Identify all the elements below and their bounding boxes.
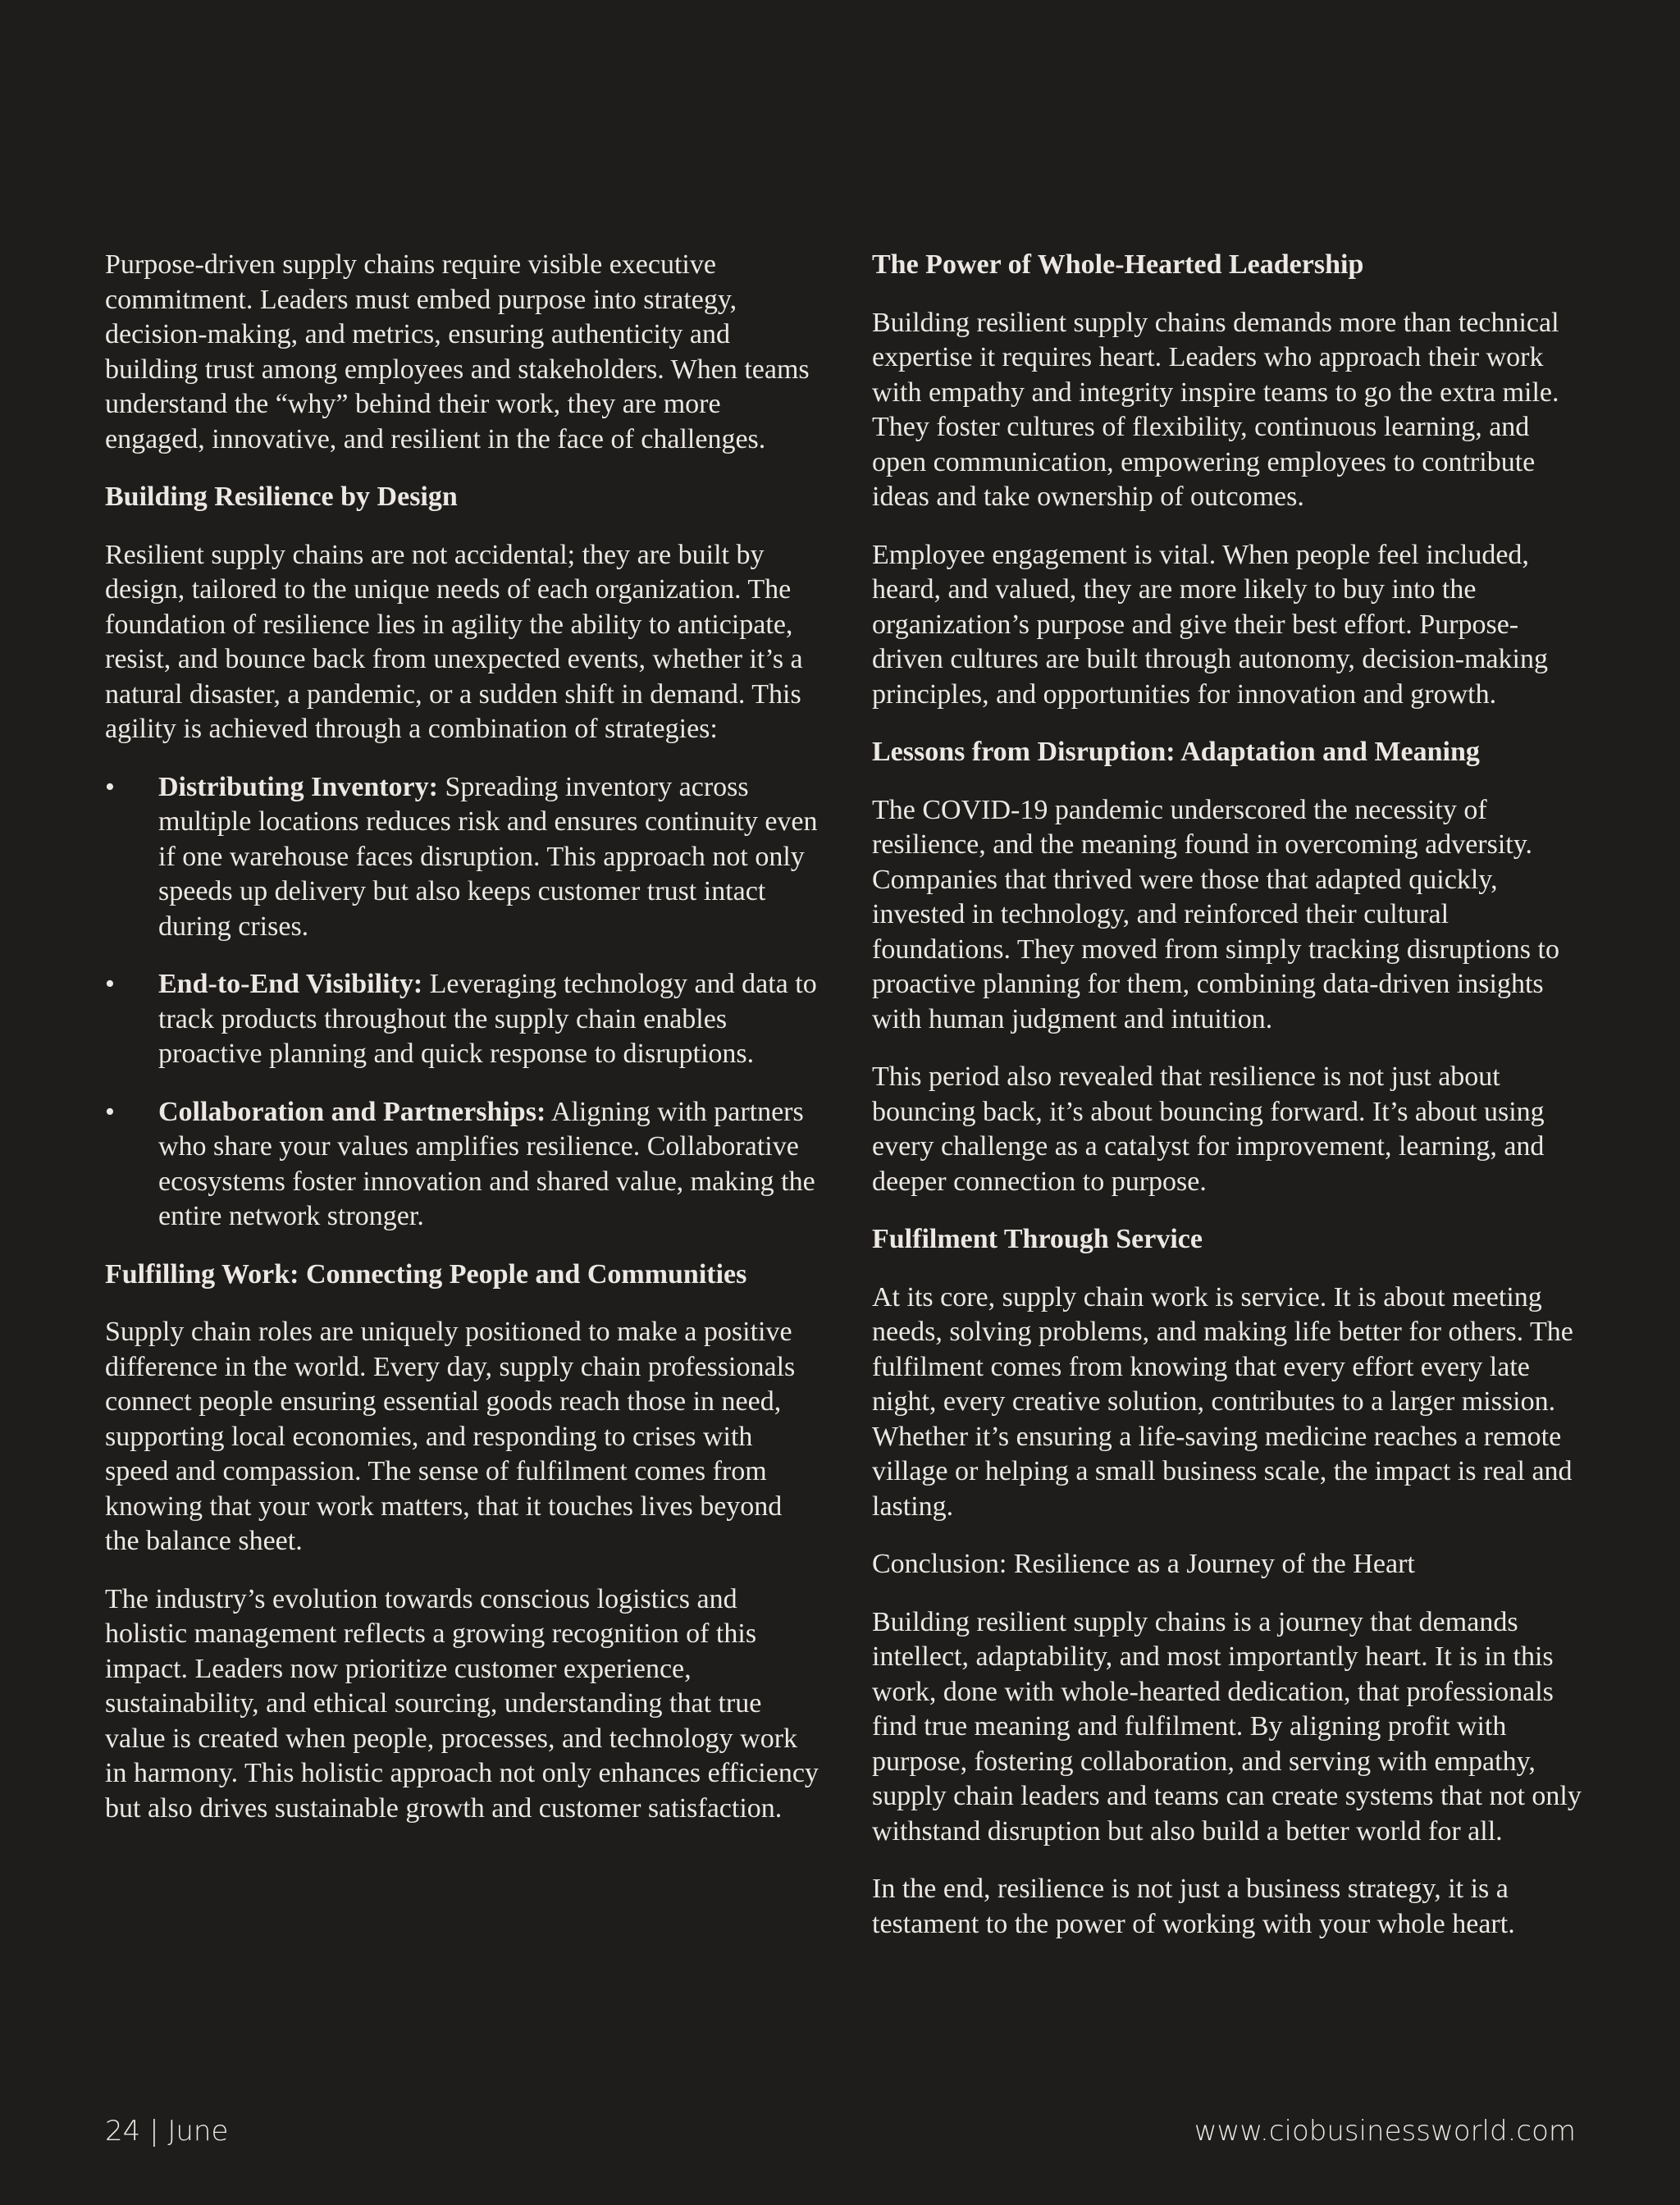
lessons-paragraph-2: This period also revealed that resilience is not just about bouncing back, it’s about bouncing forward. It’s about using every challenge as a catalyst for improvement, learning, and deeper connection to purpose.: [872, 1061, 1545, 1197]
conclusion-paragraph-2: In the end, resilience is not just a business strategy, it is a testament to the power of working with your whole heart.: [872, 1874, 1515, 1939]
leadership-paragraph-1: Building resilient supply chains demands more than technical expertise it requires heart. Leaders who approach their work with empathy and integrity inspire teams to go the extra mile. They foster cultures of flexibility, continuous learning, and open communication, empowering employees to contribute ideas and take ownership of outcomes.: [872, 307, 1559, 512]
list-item-text: Leveraging technology and data to track products throughout the supply chain enables proactive planning and quick response to disruptions.: [158, 969, 817, 1069]
heading-fulfilment-through-service: Fulfilment Through Service: [872, 1224, 1203, 1254]
strategy-list: [105, 770, 819, 1235]
website-url: www.ciobusinessworld.com: [1194, 2115, 1576, 2148]
page-number: 24 | June: [105, 2115, 229, 2148]
resilience-paragraph: Resilient supply chains are not accidental; they are built by design, tailored to the unique needs of each organization. The foundation of resilience lies in agility the ability to anticipate, resist, and bounce back from unexpected events, whether it’s a natural disaster, a pandemic, or a sudden shift in demand. This agility is achieved through a combination of strategies:: [105, 539, 803, 744]
bullet-icon: •: [105, 969, 115, 999]
list-item-text: Aligning with partners who share your values amplifies resilience. Collaborative ecosystems foster innovation and shared value, making the entire network stronger.: [158, 1096, 815, 1231]
bullet-icon: •: [105, 1096, 115, 1127]
list-item: [105, 1095, 819, 1235]
heading-conclusion: Conclusion: Resilience as a Journey of the Heart: [872, 1549, 1415, 1579]
fulfilling-paragraph-2: The industry’s evolution towards conscious logistics and holistic management reflects a growing recognition of this impact. Leaders now prioritize customer experience, sustainability, and ethical sourcing, understanding that true value is created when people, processes, and technology work in harmony. This holistic approach not only enhances efficiency but also drives sustainable growth and customer satisfaction.: [105, 1583, 819, 1824]
list-item-title: Collaboration and Partnerships:: [158, 1096, 546, 1127]
list-item: [105, 967, 819, 1072]
leadership-paragraph-2: Employee engagement is vital. When people feel included, heard, and valued, they are more likely to buy into the organization’s purpose and give their best effort. Purpose-driven cultures are built through autonomy, decision-making principles, and opportunities for innovation and growth.: [872, 539, 1548, 710]
left-column: [105, 248, 819, 1849]
heading-fulfilling-work: Fulfilling Work: Connecting People and Communities: [105, 1258, 747, 1290]
heading-building-resilience: Building Resilience by Design: [105, 482, 458, 512]
intro-paragraph: Purpose-driven supply chains require visible executive commitment. Leaders must embed purpose into strategy, decision-making, and metrics, ensuring authenticity and building trust among employees and stakeholders. When teams understand the “why” behind their work, they are more engaged, innovative, and resilient in the face of challenges.: [105, 249, 810, 454]
list-item-title: Distributing Inventory:: [158, 771, 438, 802]
bullet-icon: •: [105, 771, 115, 802]
heading-lessons-from-disruption: Lessons from Disruption: Adaptation and Meaning: [872, 737, 1480, 767]
fulfilling-paragraph-1: Supply chain roles are uniquely positioned to make a positive difference in the world. Every day, supply chain professionals connect people ensuring essential goods reach those in need, supporting local economies, and responding to crises with speed and compassion. The sense of fulfilment comes from knowing that your work matters, that it touches lives beyond the balance sheet.: [105, 1317, 796, 1556]
service-paragraph: At its core, supply chain work is service. It is about meeting needs, solving problems, and making life better for others. The fulfilment comes from knowing that every effort every late night, every creative solution, contributes to a larger mission. Whether it’s ensuring a life-saving medicine reaches a remote village or helping a small business scale, the impact is real and lasting.: [872, 1281, 1573, 1522]
lessons-paragraph-1: The COVID-19 pandemic underscored the necessity of resilience, and the meaning found in overcoming adversity. Companies that thrived were those that adapted quickly, invested in technology, and reinforced their cultural foundations. They moved from simply tracking disruptions to proactive planning for them, combining data-driven insights with human judgment and intuition.: [872, 794, 1559, 1034]
list-item-title: End-to-End Visibility:: [158, 969, 423, 999]
list-item: [105, 770, 819, 945]
list-item-text: Spreading inventory across multiple locations reduces risk and ensures continuity even if one warehouse faces disruption. This approach not only speeds up delivery but also keeps customer trust intact during crises.: [158, 771, 818, 942]
right-column: [872, 248, 1586, 1965]
conclusion-paragraph-1: Building resilient supply chains is a journey that demands intellect, adaptability, and most importantly heart. It is in this work, done with whole-hearted dedication, that professionals find true meaning and fulfilment. By aligning profit with purpose, fostering collaboration, and serving with empathy, supply chain leaders and teams can create systems that not only withstand disruption but also build a better world for all.: [872, 1606, 1582, 1847]
heading-whole-hearted-leadership: The Power of Whole-Hearted Leadership: [872, 249, 1364, 280]
